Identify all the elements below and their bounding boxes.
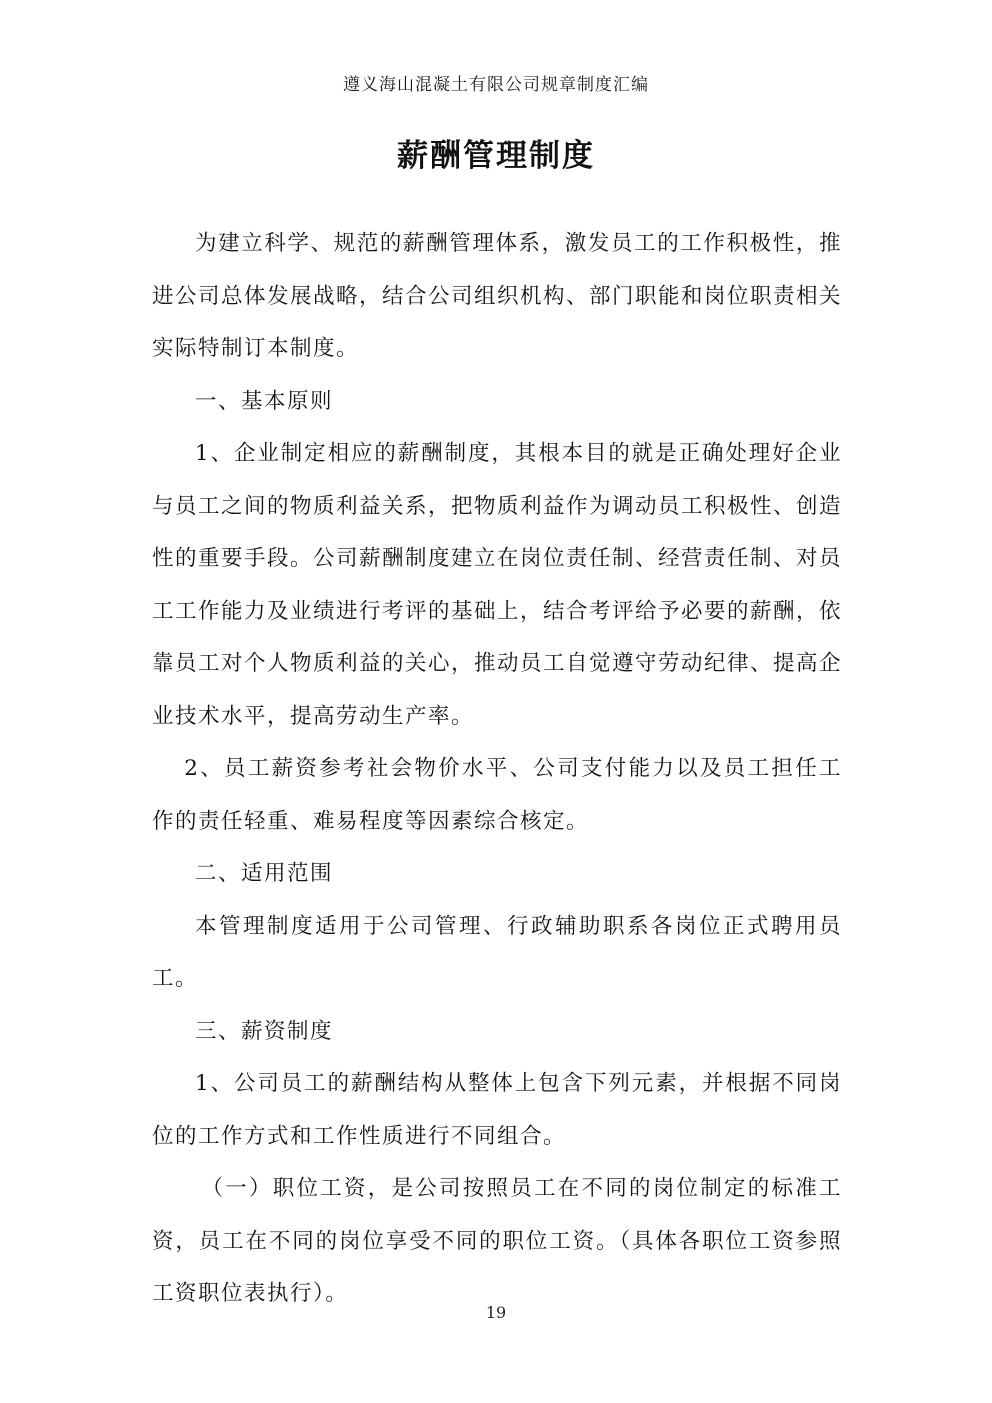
page-number: 19	[485, 1303, 507, 1322]
scope-paragraph: 本管理制度适用于公司管理、行政辅助职系各岗位正式聘用员工。	[152, 913, 842, 991]
principle-paragraph-1: 1、企业制定相应的薪酬制度，其根本目的就是正确处理好企业与员工之间的物质利益关系，把物质利益作为调动员工积极性、创造性的重要手段。公司薪酬制度建立在岗位责任制、经营责任制、对员工工作能力及业绩进行考评的基础上，结合考评给予必要的薪酬，依靠员工对个人物质利益的关心，推动员工自觉遵守劳动纪律、提高企业技术水平，提高劳动生产率。	[152, 441, 843, 729]
section-heading-scope: 二、适用范围	[195, 861, 334, 886]
running-header: 遵义海山混凝土有限公司规章制度汇编	[343, 75, 649, 95]
section-heading-salary-system: 三、薪资制度	[195, 1018, 334, 1044]
principle-paragraph-2: 2、员工薪资参考社会物价水平、公司支付能力以及员工担任工作的责任轻重、难易程度等因素综合核定。	[152, 756, 842, 834]
document-title: 薪酬管理制度	[397, 138, 595, 174]
salary-item-position-wage: （一）职位工资，是公司按照员工在不同的岗位制定的标准工资，员工在不同的岗位享受不同的职位工资。（具体各职位工资参照工资职位表执行）。	[152, 1176, 842, 1306]
document-body	[152, 218, 842, 1321]
intro-paragraph: 为建立科学、规范的薪酬管理体系，激发员工的工作积极性，推进公司总体发展战略，结合公司组织机构、部门职能和岗位职责相关实际特制订本制度。	[152, 231, 843, 361]
salary-paragraph-1: 1、公司员工的薪酬结构从整体上包含下列元素，并根据不同岗位的工作方式和工作性质进行不同组合。	[152, 1071, 842, 1149]
section-heading-basic-principles: 一、基本原则	[195, 388, 334, 414]
